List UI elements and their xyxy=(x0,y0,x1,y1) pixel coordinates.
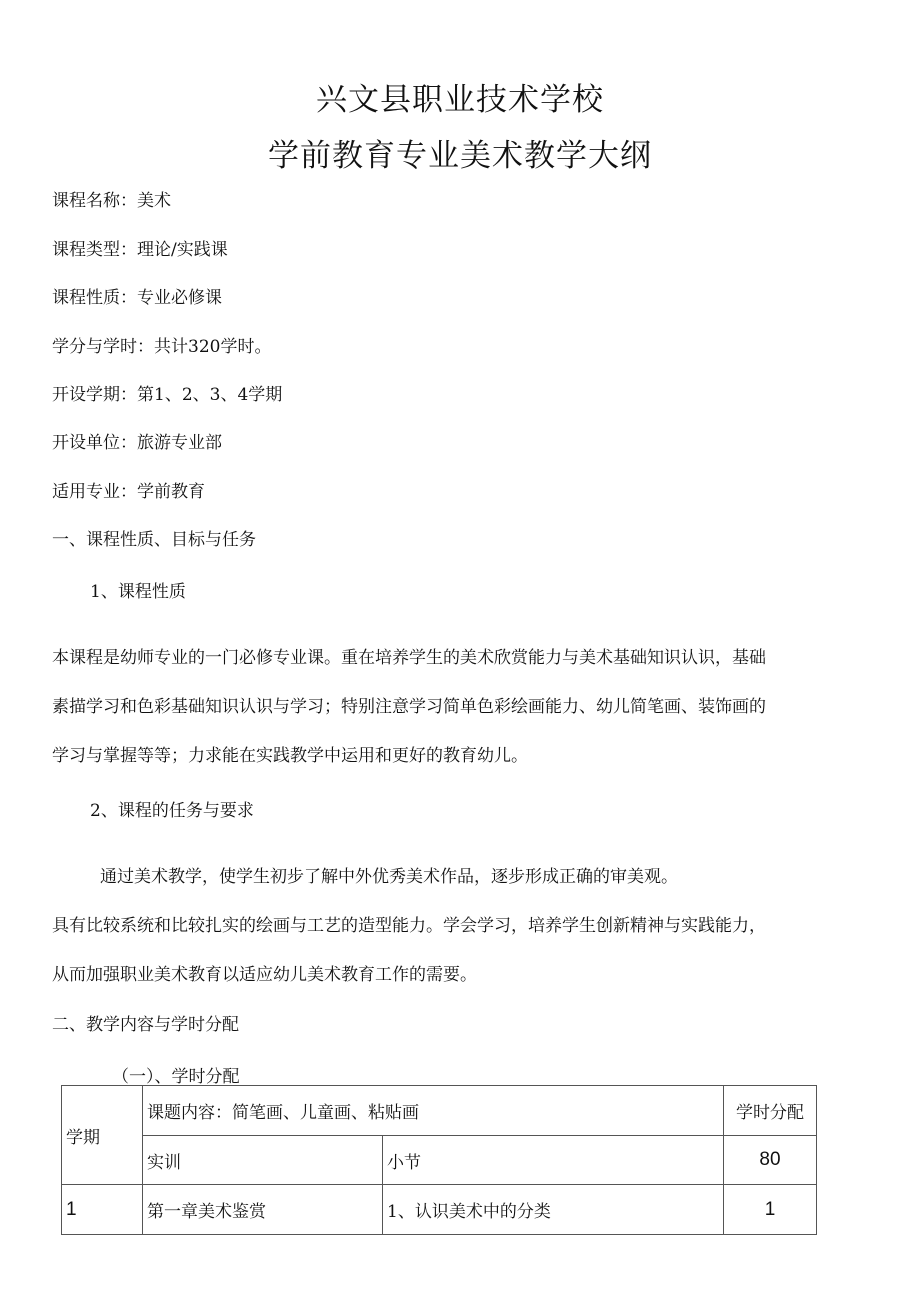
table-row xyxy=(62,1086,817,1136)
info-semesters: 开设学期：第1、2、3、4学期 xyxy=(52,385,283,405)
course-task-paragraph xyxy=(52,853,852,1000)
allocation-heading: （一）、学时分配 xyxy=(112,1067,240,1087)
info-credits-hours: 学分与学时：共计320学时。 xyxy=(52,337,272,357)
info-course-nature: 课程性质：专业必修课 xyxy=(52,288,222,308)
table-row xyxy=(62,1136,817,1185)
info-course-name: 课程名称：美术 xyxy=(52,191,171,211)
section-header: 小节 xyxy=(383,1136,724,1185)
school-name: 兴文县职业技术学校 xyxy=(316,82,604,118)
row-term: 1 xyxy=(62,1185,143,1235)
hours-header: 学时分配 xyxy=(724,1086,817,1136)
row-section: 1、认识美术中的分类 xyxy=(383,1185,724,1235)
row-hours: 1 xyxy=(724,1185,817,1235)
table-row xyxy=(62,1185,817,1235)
total-hours: 80 xyxy=(724,1136,817,1185)
info-department: 开设单位：旅游专业部 xyxy=(52,433,222,453)
paragraph-line: 通过美术教学，使学生初步了解中外优秀美术作品，逐步形成正确的审美观。 xyxy=(100,867,678,887)
paragraph-line: 学习与掌握等等；力求能在实践教学中运用和更好的教育幼儿。 xyxy=(52,746,528,766)
course-nature-paragraph xyxy=(52,634,852,781)
subsection-2-heading: 2、课程的任务与要求 xyxy=(90,801,254,821)
paragraph-line: 具有比较系统和比较扎实的绘画与工艺的造型能力。学会学习，培养学生创新精神与实践能力， xyxy=(52,916,766,936)
section-2-heading: 二、教学内容与学时分配 xyxy=(52,1015,239,1035)
term-header: 学期 xyxy=(62,1086,143,1185)
section-1-heading: 一、课程性质、目标与任务 xyxy=(52,530,256,550)
paragraph-line: 本课程是幼师专业的一门必修专业课。重在培养学生的美术欣赏能力与美术基础知识认识，基础 xyxy=(52,648,766,668)
topic-header: 课题内容：简笔画、儿童画、粘贴画 xyxy=(143,1086,724,1136)
paragraph-line: 从而加强职业美术教育以适应幼儿美术教育工作的需要。 xyxy=(52,965,477,985)
training-header: 实训 xyxy=(143,1136,383,1185)
info-major: 适用专业：学前教育 xyxy=(52,482,205,502)
document-title: 学前教育专业美术教学大纲 xyxy=(268,138,652,174)
subsection-1-heading: 1、课程性质 xyxy=(90,582,186,602)
row-chapter: 第一章美术鉴赏 xyxy=(143,1185,383,1235)
info-course-type: 课程类型：理论/实践课 xyxy=(52,240,228,260)
paragraph-line: 素描学习和色彩基础知识认识与学习；特别注意学习简单色彩绘画能力、幼儿简笔画、装饰画的 xyxy=(52,697,766,717)
hours-allocation-table xyxy=(61,1085,817,1235)
